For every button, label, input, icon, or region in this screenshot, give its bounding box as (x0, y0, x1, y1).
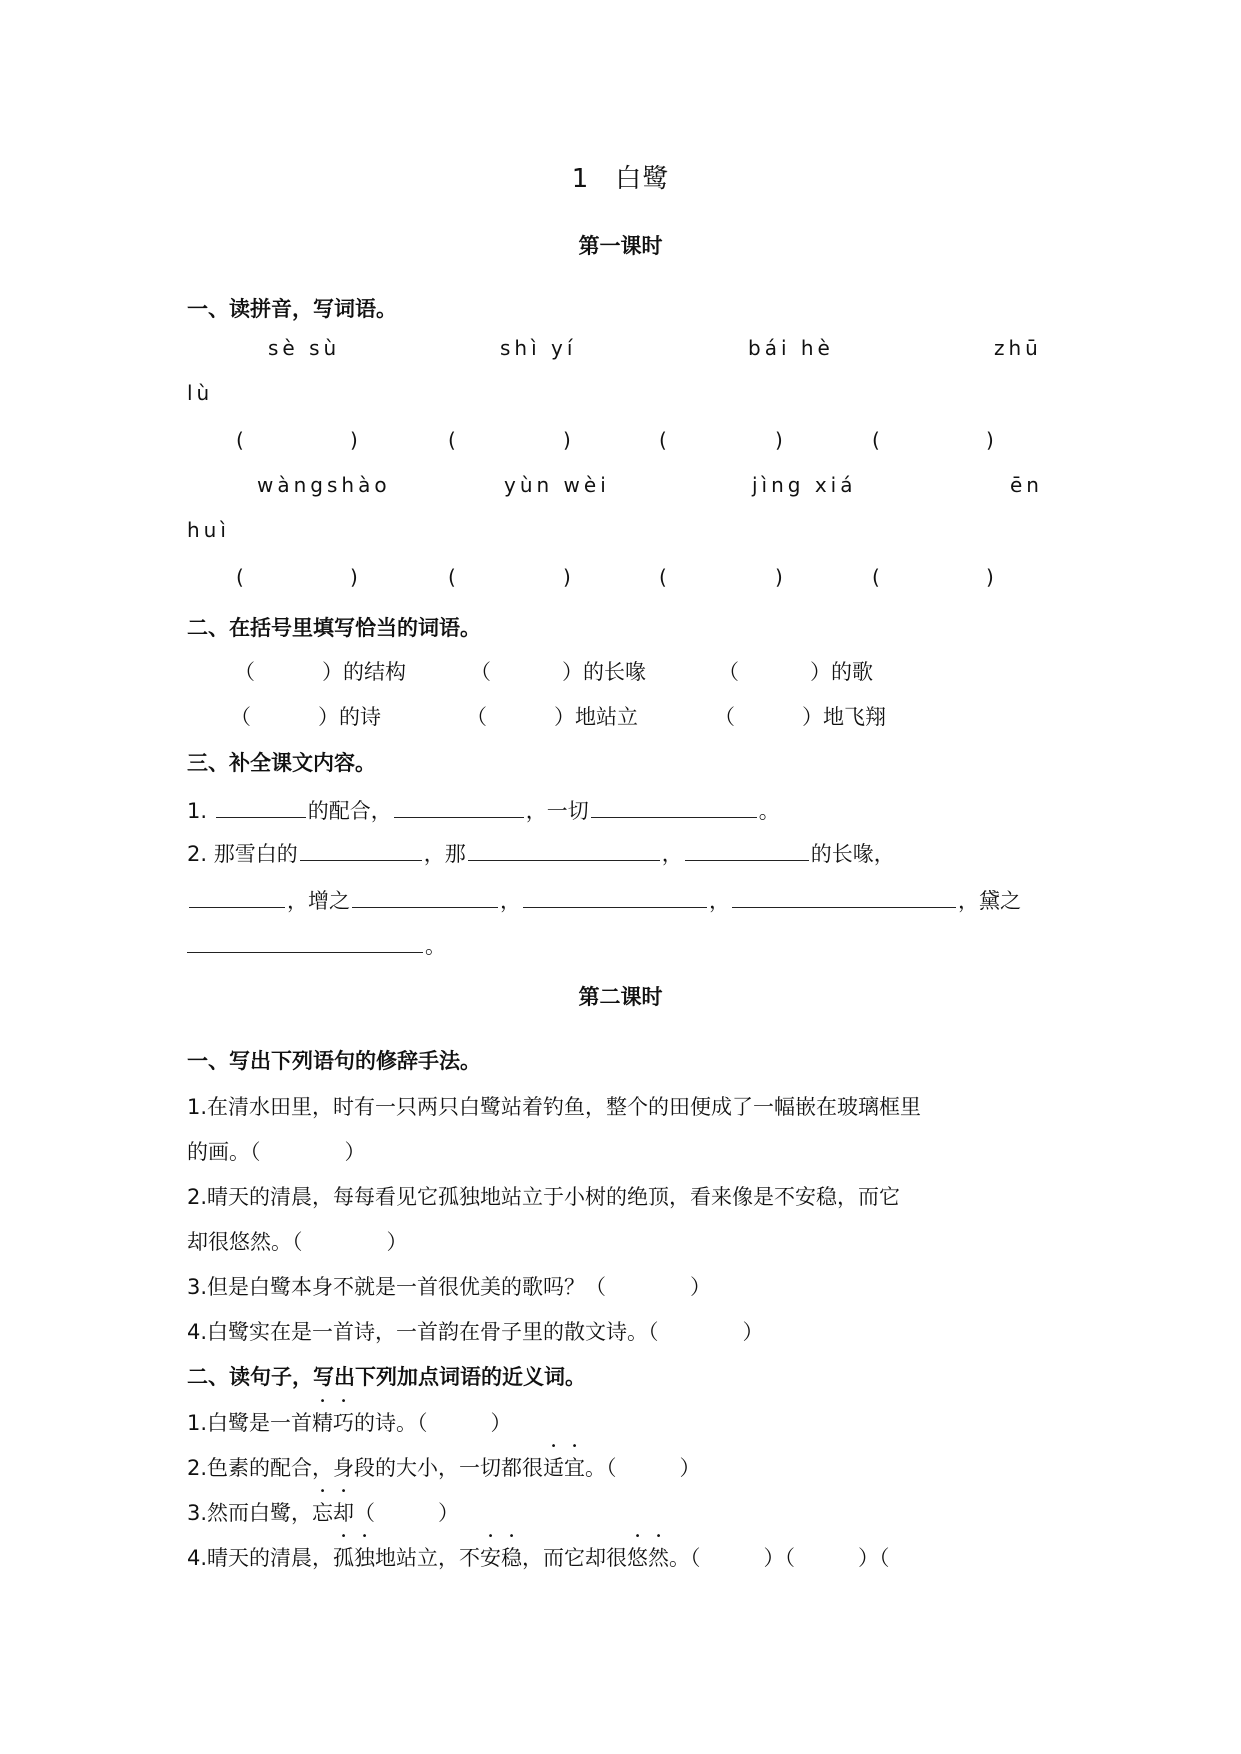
question-number: 2. (187, 842, 208, 866)
question-text: 地站立，不 (375, 1546, 481, 1570)
pinyin: zhū (994, 336, 1042, 360)
question-text: ， (709, 889, 730, 913)
rhetoric-question-1-cont: 的画。（ ） (187, 1140, 366, 1164)
lesson-number: 1 (571, 164, 590, 194)
fill-item: ）的歌 (810, 660, 873, 684)
question-text: 1.白鹭是一首 (187, 1411, 313, 1435)
fill-paren-open: （ (466, 705, 487, 729)
answer-blank[interactable] (394, 797, 524, 818)
fill-item: ）的诗 (318, 705, 381, 729)
fill-paren-open: （ (718, 660, 739, 684)
question-text: ，增之 (287, 889, 350, 913)
dotted-char: 然 (648, 1546, 670, 1570)
fill-in-question-2-end (187, 930, 446, 960)
synonym-question-2 (187, 1452, 701, 1482)
rhetoric-question-1: 1.在清水田里，时有一只两只白鹭站着钓鱼，整个的田便成了一幅嵌在玻璃框里 (187, 1095, 922, 1119)
answer-blank[interactable] (187, 932, 423, 953)
fill-paren-open: （ (234, 660, 255, 684)
question-text: 的长喙， (810, 842, 895, 866)
pinyin: lù (187, 381, 214, 405)
answer-blank[interactable] (352, 887, 498, 908)
question-text: 那雪白的 (213, 842, 298, 866)
answer-paren-close: ) (775, 428, 783, 452)
answer-paren-close: ) (563, 565, 571, 589)
fill-item: ）的结构 (322, 660, 406, 684)
question-text: 。 (758, 799, 780, 823)
dotted-char: 稳 (501, 1546, 523, 1570)
question-text: 2.色素的配合，身段的大小，一切都很 (187, 1456, 544, 1480)
fill-item: ）地站立 (554, 705, 638, 729)
answer-paren-close: ) (775, 565, 783, 589)
fill-in-question-1 (187, 795, 780, 825)
answer-paren-close: ) (563, 428, 571, 452)
l1-section-2-heading: 二、在括号里填写恰当的词语。 (187, 616, 481, 640)
pinyin: wàngshào (257, 473, 391, 497)
fill-paren-open: （ (714, 705, 735, 729)
dotted-char: 孤 (333, 1546, 355, 1570)
dotted-char: 安 (480, 1546, 502, 1570)
rhetoric-question-2-cont: 却很悠然。（ ） (187, 1230, 408, 1254)
answer-blank[interactable] (216, 797, 306, 818)
answer-paren-open: ( (448, 428, 456, 452)
question-text: 3.然而白鹭， (187, 1501, 313, 1525)
dotted-char: 适 (543, 1456, 565, 1480)
answer-blank[interactable] (685, 840, 809, 861)
lesson-title: 白鹭 (615, 164, 670, 194)
fill-paren-open: （ (470, 660, 491, 684)
fill-item: ）地飞翔 (802, 705, 886, 729)
pinyin: huì (187, 518, 230, 542)
l1-section-3-heading: 三、补全课文内容。 (187, 751, 376, 775)
question-text: 。（ ） (585, 1456, 701, 1480)
lesson-1-heading: 第一课时 (578, 234, 663, 258)
pinyin: sè sù (268, 336, 341, 360)
answer-paren-close: ) (986, 565, 994, 589)
answer-paren-open: ( (872, 428, 880, 452)
l2-section-2-heading: 二、读句子，写出下列加点词语的近义词。 (187, 1365, 586, 1389)
question-text: 的配合， (307, 799, 392, 823)
rhetoric-question-2: 2.晴天的清晨，每每看见它孤独地站立于小树的绝顶，看来像是不安稳，而它 (187, 1185, 901, 1209)
answer-blank[interactable] (468, 840, 660, 861)
answer-blank[interactable] (300, 840, 422, 861)
fill-paren-open: （ (230, 705, 251, 729)
question-text: ， (661, 842, 683, 866)
answer-paren-open: ( (236, 428, 244, 452)
fill-in-question-2 (187, 838, 895, 868)
question-text: ，那 (423, 842, 466, 866)
pinyin: yùn wèi (504, 473, 610, 497)
answer-paren-open: ( (659, 565, 667, 589)
page-title (0, 158, 1241, 195)
question-text: 的诗。（ ） (354, 1411, 512, 1435)
pinyin: ēn (1010, 473, 1043, 497)
dotted-char: 独 (354, 1546, 376, 1570)
pinyin: jìng xiá (752, 473, 857, 497)
lesson-2-heading: 第二课时 (578, 985, 663, 1009)
fill-item: ）的长喙 (562, 660, 646, 684)
synonym-question-1 (187, 1407, 512, 1437)
synonym-question-4 (187, 1542, 890, 1572)
rhetoric-question-4: 4.白鹭实在是一首诗，一首韵在骨子里的散文诗。（ ） (187, 1320, 764, 1344)
answer-paren-open: ( (236, 565, 244, 589)
answer-paren-open: ( (448, 565, 456, 589)
l2-section-1-heading: 一、写出下列语句的修辞手法。 (187, 1049, 481, 1073)
question-text: 。 (425, 934, 446, 958)
rhetoric-question-3: 3.但是白鹭本身不就是一首很优美的歌吗？（ ） (187, 1275, 712, 1299)
synonym-question-3 (187, 1497, 459, 1527)
answer-paren-close: ) (350, 565, 358, 589)
answer-blank[interactable] (591, 797, 757, 818)
answer-blank[interactable] (523, 887, 707, 908)
dotted-char: 巧 (333, 1411, 355, 1435)
pinyin: bái hè (748, 336, 834, 360)
dotted-char: 精 (312, 1411, 334, 1435)
question-text: 4.晴天的清晨， (187, 1546, 334, 1570)
fill-in-question-2-cont (187, 885, 1021, 915)
pinyin: shì yí (500, 336, 577, 360)
answer-paren-close: ) (350, 428, 358, 452)
answer-paren-open: ( (659, 428, 667, 452)
answer-blank[interactable] (732, 887, 956, 908)
answer-blank[interactable] (189, 887, 285, 908)
question-text: ， (500, 889, 521, 913)
question-text: ，一切 (525, 799, 589, 823)
dotted-char: 却 (333, 1501, 355, 1525)
l1-section-1-heading: 一、读拼音，写词语。 (187, 297, 397, 321)
question-text: ，黛之 (958, 889, 1021, 913)
dotted-char: 宜 (564, 1456, 586, 1480)
dotted-char: 悠 (627, 1546, 649, 1570)
answer-paren-open: ( (872, 565, 880, 589)
dotted-char: 忘 (312, 1501, 334, 1525)
answer-paren-close: ) (986, 428, 994, 452)
question-text: 。（ ）（ ）（ (669, 1546, 890, 1570)
question-number: 1. (187, 799, 208, 823)
question-text: （ ） (354, 1501, 460, 1525)
question-text: ，而它却很 (522, 1546, 628, 1570)
